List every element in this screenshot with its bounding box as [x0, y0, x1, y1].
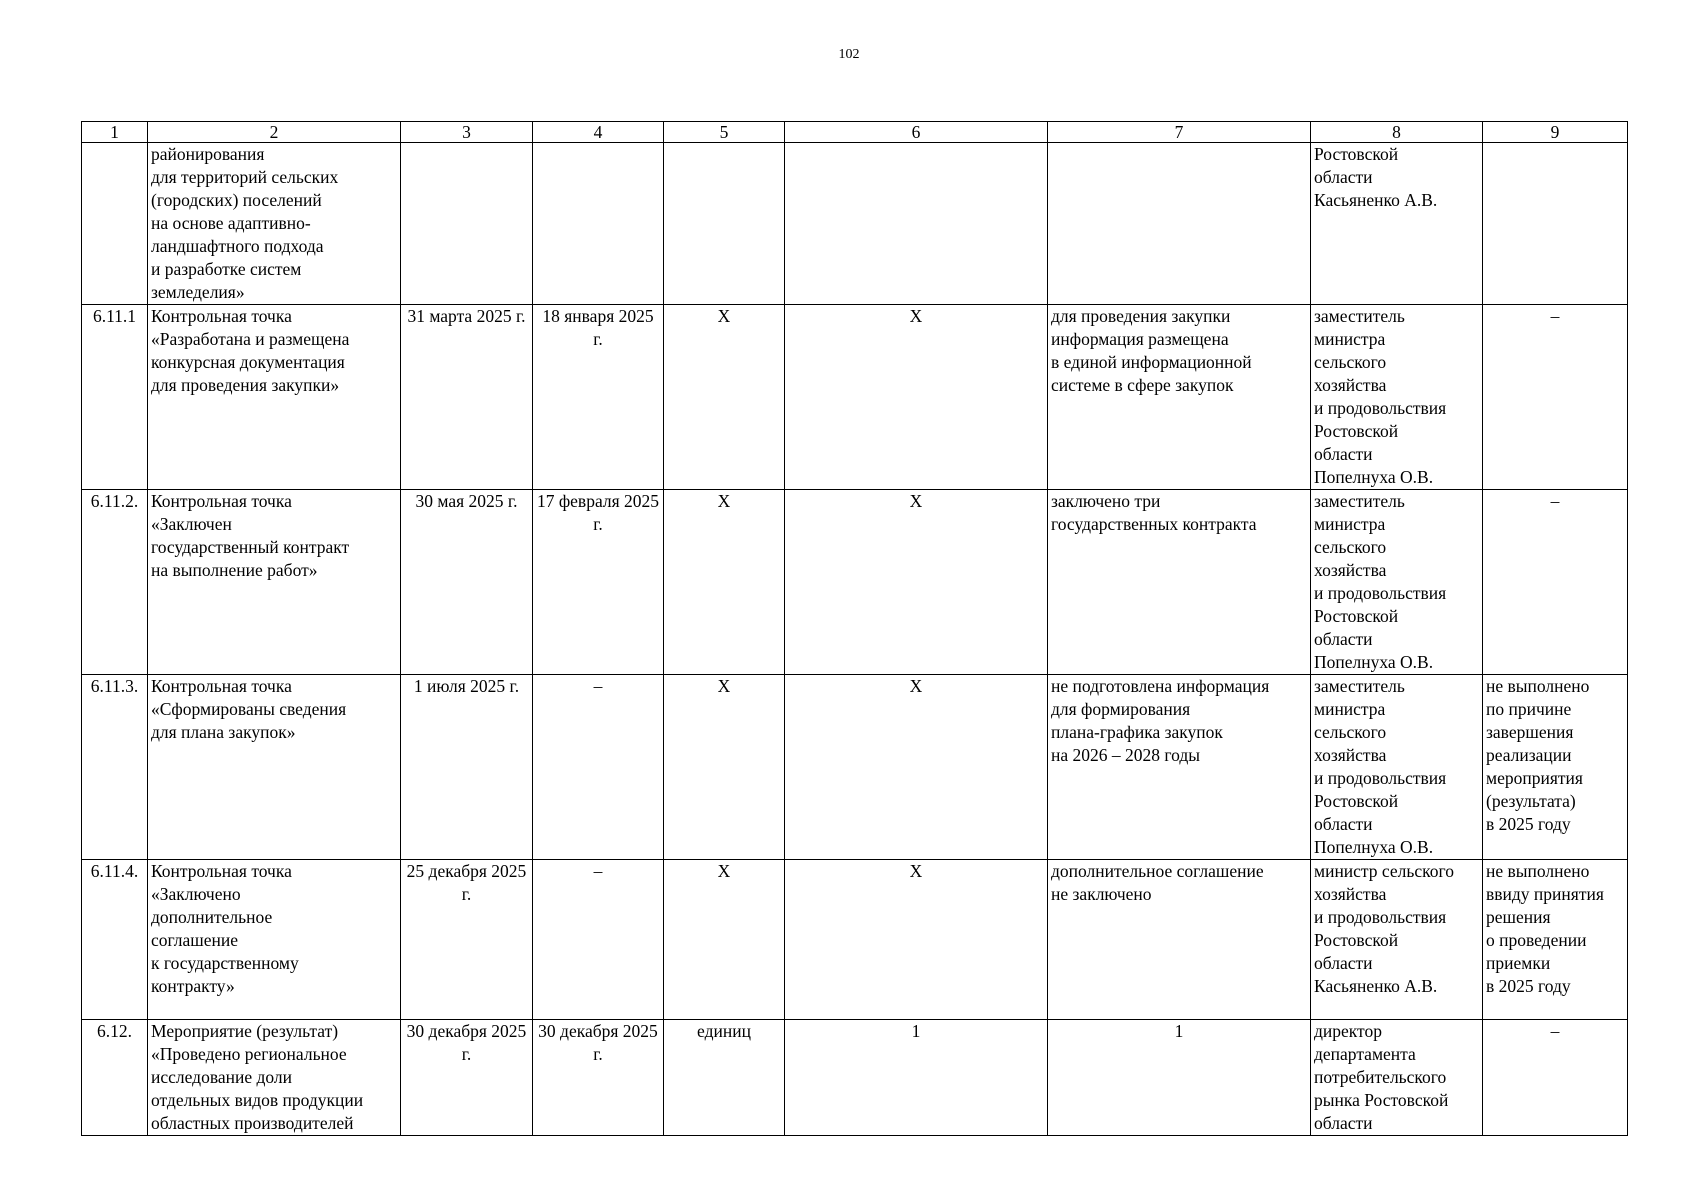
column-header: 2: [148, 122, 401, 143]
unit-cell: X: [664, 860, 785, 1020]
column-header: 5: [664, 122, 785, 143]
actual-value-cell: не подготовлена информация для формирования плана-графика закупок на 2026 – 2028 годы: [1048, 675, 1311, 860]
actual-date-cell: –: [533, 675, 664, 860]
column-header: 6: [785, 122, 1048, 143]
note-cell: не выполнено ввиду принятия решения о проведении приемки в 2025 году: [1483, 860, 1628, 1020]
table-row: [82, 675, 1628, 860]
event-name-cell: районирования для территорий сельских (городских) поселений на основе адаптивно- ландшафтного подхода и разработке систем земледелия»: [148, 143, 401, 305]
row-number-cell: 6.11.2.: [82, 490, 148, 675]
table-row: [82, 490, 1628, 675]
planned-date-cell: 25 декабря 2025 г.: [401, 860, 533, 1020]
actual-date-cell: 18 января 2025 г.: [533, 305, 664, 490]
note-cell: –: [1483, 1020, 1628, 1136]
planned-value-cell: [785, 143, 1048, 305]
row-number-cell: 6.11.3.: [82, 675, 148, 860]
column-header: 8: [1311, 122, 1483, 143]
planned-value-cell: X: [785, 860, 1048, 1020]
page-number: 102: [838, 47, 860, 62]
planned-value-cell: X: [785, 490, 1048, 675]
event-name-cell: Контрольная точка «Заключено дополнительное соглашение к государственному контракту»: [148, 860, 401, 1020]
planned-date-cell: 30 мая 2025 г.: [401, 490, 533, 675]
table-row: [82, 305, 1628, 490]
responsible-cell: заместитель министра сельского хозяйства и продовольствия Ростовской области Попелнуха О.В.: [1311, 305, 1483, 490]
event-name-cell: Мероприятие (результат) «Проведено региональное исследование доли отдельных видов продукции областных производителей: [148, 1020, 401, 1136]
unit-cell: [664, 143, 785, 305]
note-cell: –: [1483, 490, 1628, 675]
event-name-cell: Контрольная точка «Заключен государственный контракт на выполнение работ»: [148, 490, 401, 675]
row-number-cell: 6.11.4.: [82, 860, 148, 1020]
planned-date-cell: 31 марта 2025 г.: [401, 305, 533, 490]
column-header: 4: [533, 122, 664, 143]
row-number-cell: 6.12.: [82, 1020, 148, 1136]
responsible-cell: директор департамента потребительского рынка Ростовской области: [1311, 1020, 1483, 1136]
unit-cell: единиц: [664, 1020, 785, 1136]
planned-value-cell: 1: [785, 1020, 1048, 1136]
row-number-cell: 6.11.1: [82, 305, 148, 490]
actual-value-cell: для проведения закупки информация размещена в единой информационной системе в сфере закупок: [1048, 305, 1311, 490]
responsible-cell: заместитель министра сельского хозяйства и продовольствия Ростовской области Попелнуха О.В.: [1311, 675, 1483, 860]
actual-date-cell: 30 декабря 2025 г.: [533, 1020, 664, 1136]
actual-value-cell: заключено три государственных контракта: [1048, 490, 1311, 675]
table-header-row: [82, 122, 1628, 143]
actual-value-cell: [1048, 143, 1311, 305]
note-cell: [1483, 143, 1628, 305]
responsible-cell: министр сельского хозяйства и продовольствия Ростовской области Касьяненко А.В.: [1311, 860, 1483, 1020]
table-row: [82, 143, 1628, 305]
unit-cell: X: [664, 490, 785, 675]
column-header: 7: [1048, 122, 1311, 143]
report-table: [81, 121, 1628, 1136]
actual-date-cell: [533, 143, 664, 305]
responsible-cell: Ростовской области Касьяненко А.В.: [1311, 143, 1483, 305]
planned-date-cell: 30 декабря 2025 г.: [401, 1020, 533, 1136]
unit-cell: X: [664, 305, 785, 490]
table-row: [82, 1020, 1628, 1136]
planned-value-cell: X: [785, 305, 1048, 490]
planned-date-cell: 1 июля 2025 г.: [401, 675, 533, 860]
row-number-cell: [82, 143, 148, 305]
column-header: 1: [82, 122, 148, 143]
table-row: [82, 860, 1628, 1020]
actual-date-cell: 17 февраля 2025 г.: [533, 490, 664, 675]
responsible-cell: заместитель министра сельского хозяйства и продовольствия Ростовской области Попелнуха О.В.: [1311, 490, 1483, 675]
note-cell: –: [1483, 305, 1628, 490]
actual-date-cell: –: [533, 860, 664, 1020]
column-header: 3: [401, 122, 533, 143]
event-name-cell: Контрольная точка «Сформированы сведения для плана закупок»: [148, 675, 401, 860]
note-cell: не выполнено по причине завершения реализации мероприятия (результата) в 2025 году: [1483, 675, 1628, 860]
planned-value-cell: X: [785, 675, 1048, 860]
planned-date-cell: [401, 143, 533, 305]
column-header: 9: [1483, 122, 1628, 143]
actual-value-cell: 1: [1048, 1020, 1311, 1136]
event-name-cell: Контрольная точка «Разработана и размещена конкурсная документация для проведения закупки»: [148, 305, 401, 490]
unit-cell: X: [664, 675, 785, 860]
actual-value-cell: дополнительное соглашение не заключено: [1048, 860, 1311, 1020]
